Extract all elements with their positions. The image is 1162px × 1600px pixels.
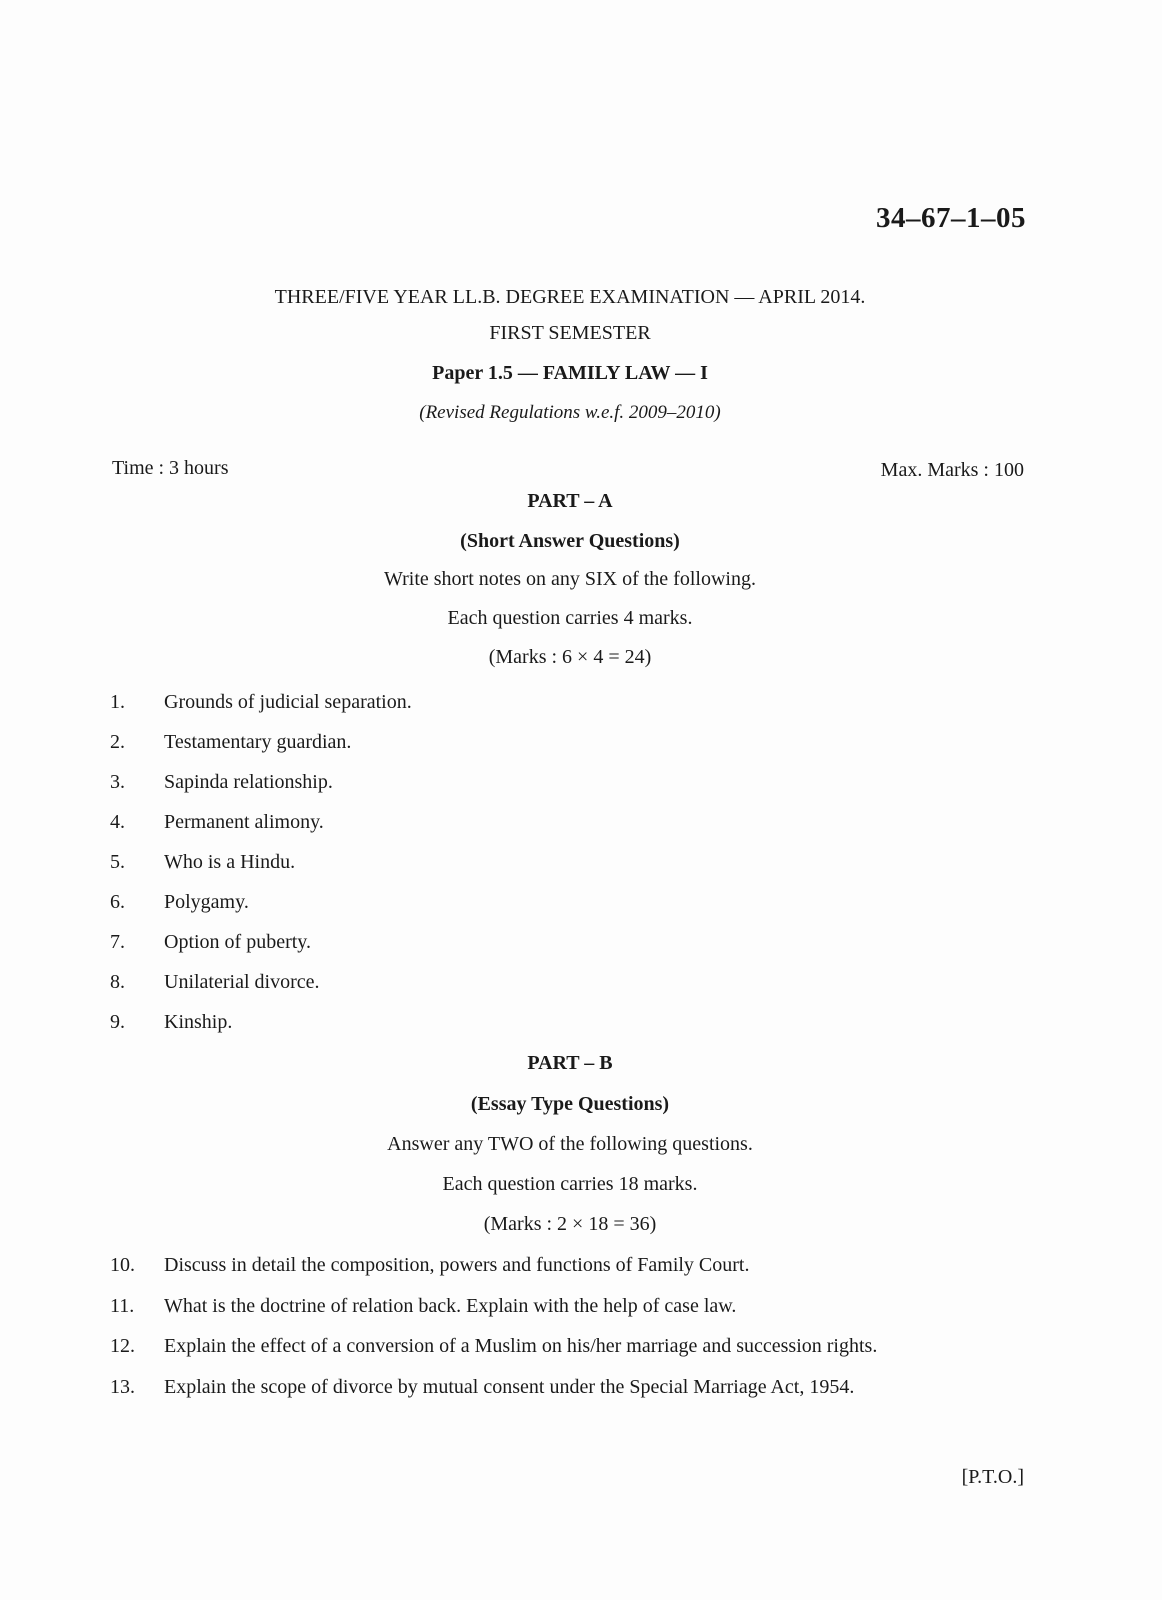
question-item — [110, 971, 320, 994]
paper-title: Paper 1.5 — FAMILY LAW — I — [432, 362, 708, 384]
question-item — [110, 1376, 854, 1399]
question-number: 10. — [110, 1254, 135, 1276]
part-a-per-question: Each question carries 4 marks. — [447, 607, 693, 629]
question-number: 13. — [110, 1376, 135, 1398]
question-number: 7. — [110, 931, 125, 953]
question-number: 6. — [110, 891, 125, 913]
question-text: Polygamy. — [164, 891, 249, 913]
question-text: Sapinda relationship. — [164, 771, 333, 793]
part-a-heading: PART – A — [527, 490, 613, 512]
part-b-per-question: Each question carries 18 marks. — [442, 1173, 698, 1195]
question-item — [110, 691, 412, 714]
part-b-subtitle: (Essay Type Questions) — [470, 1093, 670, 1115]
question-item — [110, 1011, 232, 1034]
part-b-heading: PART – B — [527, 1052, 613, 1074]
question-text: Explain the effect of a conversion of a Muslim on his/her marriage and succession rights. — [164, 1335, 878, 1357]
question-number: 3. — [110, 771, 125, 793]
question-text: Who is a Hindu. — [164, 851, 296, 873]
question-text: Permanent alimony. — [164, 811, 324, 833]
part-a-instruction: Write short notes on any SIX of the following. — [384, 568, 756, 590]
question-text: Grounds of judicial separation. — [164, 691, 412, 713]
semester: FIRST SEMESTER — [489, 322, 651, 344]
question-item — [110, 931, 311, 954]
question-item — [110, 851, 295, 874]
paper-code: 34–67–1–05 — [876, 202, 1026, 234]
question-item — [110, 1254, 750, 1277]
question-text: Unilaterial divorce. — [164, 971, 320, 993]
question-text: Testamentary guardian. — [164, 731, 352, 753]
question-number: 9. — [110, 1011, 125, 1033]
question-text: What is the doctrine of relation back. Explain with the help of case law. — [164, 1295, 737, 1317]
question-number: 12. — [110, 1335, 135, 1357]
part-a-marks: (Marks : 6 × 4 = 24) — [488, 646, 652, 668]
question-item — [110, 811, 324, 834]
question-number: 2. — [110, 731, 125, 753]
question-item — [110, 891, 249, 914]
part-b-instruction: Answer any TWO of the following questions. — [387, 1133, 753, 1155]
part-b-marks: (Marks : 2 × 18 = 36) — [483, 1213, 657, 1235]
regulations: (Revised Regulations w.e.f. 2009–2010) — [419, 402, 721, 423]
time-allowed: Time : 3 hours — [112, 457, 229, 479]
question-number: 5. — [110, 851, 125, 873]
question-text: Discuss in detail the composition, powers and functions of Family Court. — [164, 1254, 750, 1276]
question-item — [110, 1295, 736, 1318]
question-item — [110, 1335, 877, 1358]
question-number: 8. — [110, 971, 125, 993]
part-a-subtitle: (Short Answer Questions) — [460, 530, 680, 552]
max-marks: Max. Marks : 100 — [880, 459, 1024, 481]
pto-marker: [P.T.O.] — [961, 1466, 1024, 1488]
question-item — [110, 771, 333, 794]
question-number: 11. — [110, 1295, 135, 1317]
question-item — [110, 731, 351, 754]
question-number: 1. — [110, 691, 125, 713]
question-number: 4. — [110, 811, 125, 833]
exam-title: THREE/FIVE YEAR LL.B. DEGREE EXAMINATION — APRIL 2014. — [274, 286, 866, 308]
question-text: Option of puberty. — [164, 931, 312, 953]
question-text: Kinship. — [164, 1011, 233, 1033]
question-text: Explain the scope of divorce by mutual consent under the Special Marriage Act, 1954. — [164, 1376, 855, 1398]
